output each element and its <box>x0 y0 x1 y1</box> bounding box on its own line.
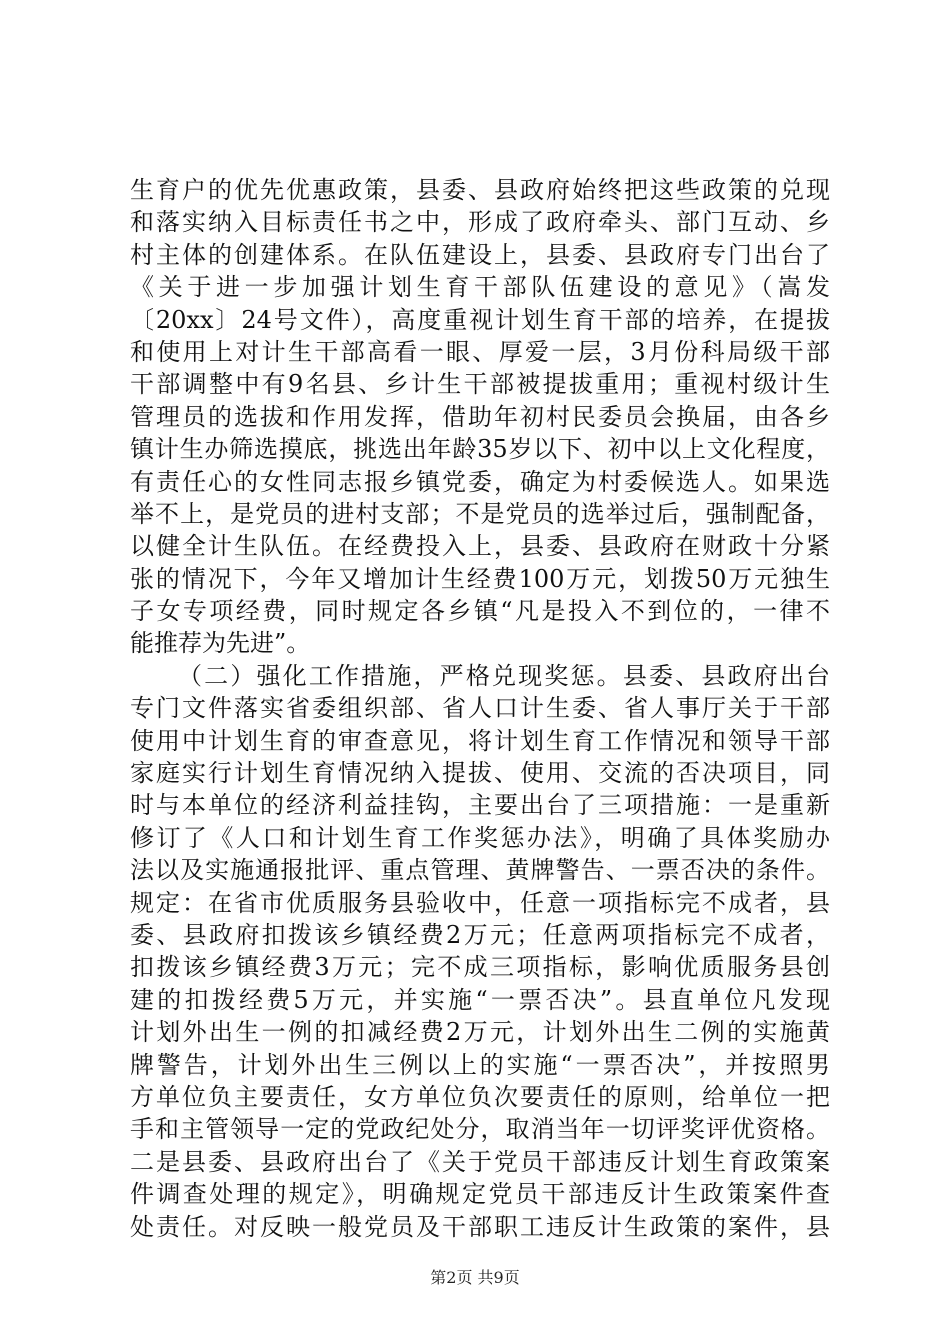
text-line: 处责任。对反映一般党员及干部职工违反计生政策的案件，县 <box>130 1212 830 1241</box>
text-line: 家庭实行计划生育情况纳入提拔、使用、交流的否决项目，同 <box>130 759 830 788</box>
text-line: 专门文件落实省委组织部、省人口计生委、省人事厅关于干部 <box>130 694 830 723</box>
text-line: 干部调整中有9名县、乡计生干部被提拔重用；重视村级计生 <box>130 370 830 399</box>
text-line: 管理员的选拔和作用发挥，借助年初村民委员会换届，由各乡 <box>130 402 830 431</box>
section-heading-line: （二）强化工作措施，严格兑现奖惩。县委、县政府出台 <box>178 661 830 690</box>
text-line: 举不上，是党员的进村支部；不是党员的选举过后，强制配备， <box>130 499 830 528</box>
text-line: 时与本单位的经济利益挂钩，主要出台了三项措施：一是重新 <box>130 791 830 820</box>
text-line: 使用中计划生育的审查意见，将计划生育工作情况和领导干部 <box>130 726 830 755</box>
text-line: 手和主管领导一定的党政纪处分，取消当年一切评奖评优资格。 <box>130 1115 830 1144</box>
text-line: 镇计生办筛选摸底，挑选出年龄35岁以下、初中以上文化程度， <box>130 435 830 464</box>
text-line: 建的扣拨经费5万元，并实施“一票否决”。县直单位凡发现 <box>130 985 830 1014</box>
text-line: 计划外出生一例的扣减经费2万元，计划外出生二例的实施黄 <box>130 1018 830 1047</box>
text-line: 扣拨该乡镇经费3万元；完不成三项指标，影响优质服务县创 <box>130 953 830 982</box>
text-line: 能推荐为先进”。 <box>130 629 311 658</box>
text-line: 张的情况下，今年又增加计生经费100万元，划拨50万元独生 <box>130 564 830 593</box>
text-line: 件调查处理的规定》，明确规定党员干部违反计生政策案件查 <box>130 1180 830 1209</box>
text-line: 法以及实施通报批评、重点管理、黄牌警告、一票否决的条件。 <box>130 856 830 885</box>
text-line: 有责任心的女性同志报乡镇党委，确定为村委候选人。如果选 <box>130 467 830 496</box>
text-line: 生育户的优先优惠政策，县委、县政府始终把这些政策的兑现 <box>130 176 830 204</box>
text-line: 子女专项经费，同时规定各乡镇“凡是投入不到位的，一律不 <box>130 597 830 626</box>
body-text <box>130 174 830 1243</box>
text-line: 方单位负主要责任，女方单位负次要责任的原则，给单位一把 <box>130 1082 830 1111</box>
text-line: 修订了《人口和计划生育工作奖惩办法》，明确了具体奖励办 <box>130 823 830 852</box>
text-line: 和使用上对计生干部高看一眼、厚爱一层，3月份科局级干部 <box>130 337 830 366</box>
page-footer: 第2页 共9页 <box>430 1268 520 1287</box>
text-line: 和落实纳入目标责任书之中，形成了政府牵头、部门互动、乡 <box>130 208 830 237</box>
text-line: 牌警告，计划外出生三例以上的实施“一票否决”，并按照男 <box>130 1050 830 1079</box>
text-line: 二是县委、县政府出台了《关于党员干部违反计划生育政策案 <box>130 1147 830 1176</box>
text-line: 规定：在省市优质服务县验收中，任意一项指标完不成者，县 <box>130 888 830 917</box>
text-line: 以健全计生队伍。在经费投入上，县委、县政府在财政十分紧 <box>130 532 830 561</box>
text-line: 《关于进一步加强计划生育干部队伍建设的意见》（嵩发 <box>130 273 830 302</box>
text-line: 〔20xx〕24号文件），高度重视计划生育干部的培养，在提拔 <box>130 305 830 334</box>
text-line: 委、县政府扣拨该乡镇经费2万元；任意两项指标完不成者， <box>130 920 830 949</box>
text-line: 村主体的创建体系。在队伍建设上，县委、县政府专门出台了 <box>130 240 830 269</box>
